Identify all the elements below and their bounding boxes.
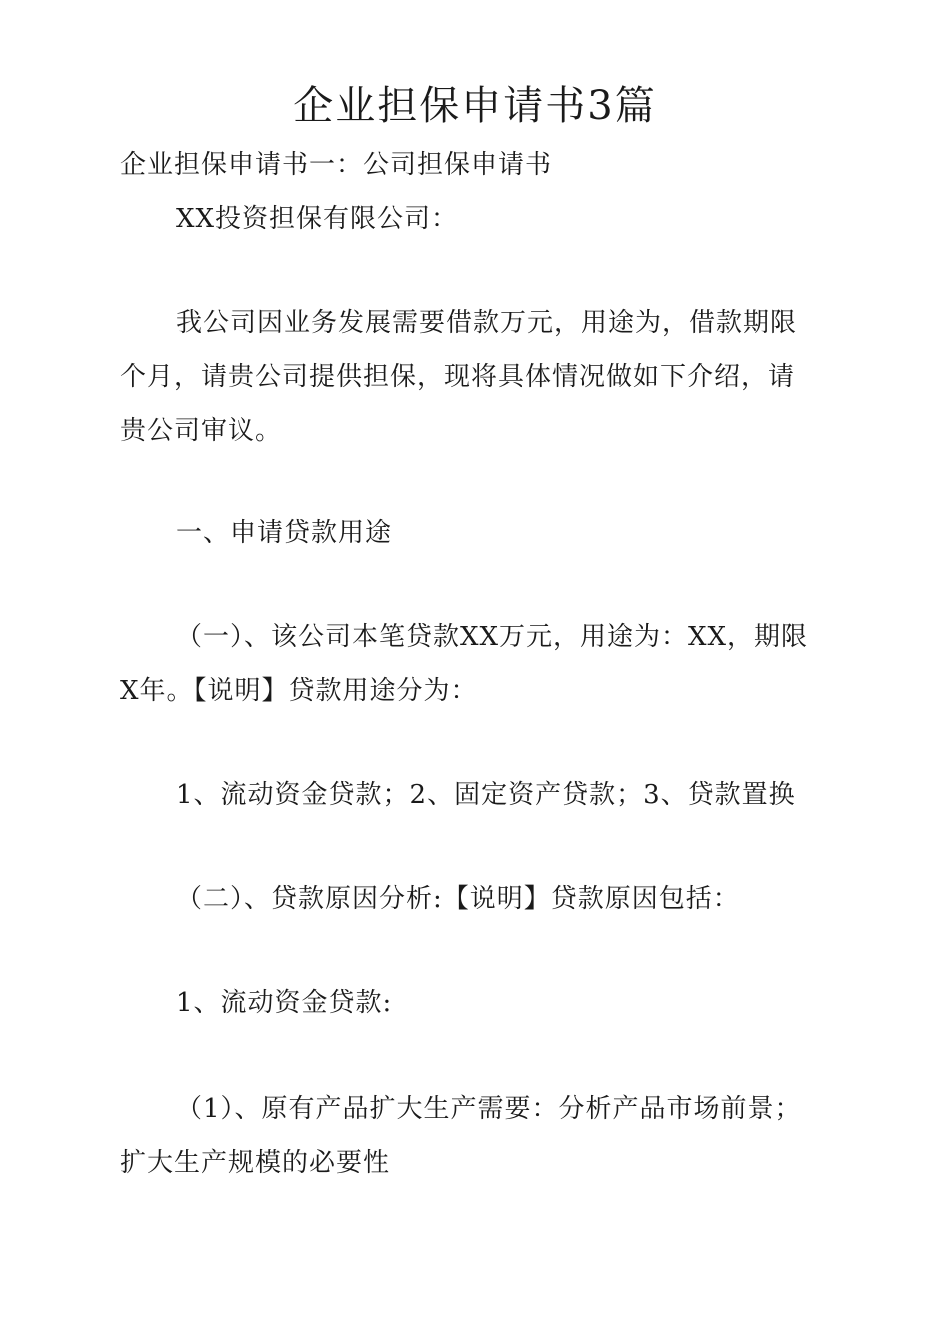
item-1-line-2: X年。【说明】贷款用途分为： bbox=[120, 676, 478, 706]
item-1-line-1: （一）、该公司本笔贷款XX万元，用途为：XX，期限 bbox=[176, 622, 809, 652]
loan-types: 1、流动资金贷款；2、固定资产贷款；3、贷款置换 bbox=[176, 780, 796, 810]
intro-line-1: 我公司因业务发展需要借款万元，用途为，借款期限 bbox=[176, 308, 798, 338]
sub-heading-working-capital: 1、流动资金贷款: bbox=[176, 988, 393, 1018]
addressee: XX投资担保有限公司： bbox=[176, 204, 459, 234]
sub-item-1-line-1: （1）、原有产品扩大生产需要：分析产品市场前景； bbox=[176, 1094, 802, 1124]
sub-item-1-line-2: 扩大生产规模的必要性 bbox=[120, 1148, 391, 1178]
heading-loan-purpose: 一、申请贷款用途 bbox=[176, 518, 393, 548]
document-title: 企业担保申请书3篇 bbox=[293, 83, 657, 129]
intro-line-3: 贵公司审议。 bbox=[120, 416, 283, 446]
intro-line-2: 个月，请贵公司提供担保，现将具体情况做如下介绍，请 bbox=[120, 362, 796, 392]
item-2: （二）、贷款原因分析:【说明】贷款原因包括： bbox=[176, 884, 740, 914]
section-heading: 企业担保申请书一：公司担保申请书 bbox=[120, 150, 553, 180]
